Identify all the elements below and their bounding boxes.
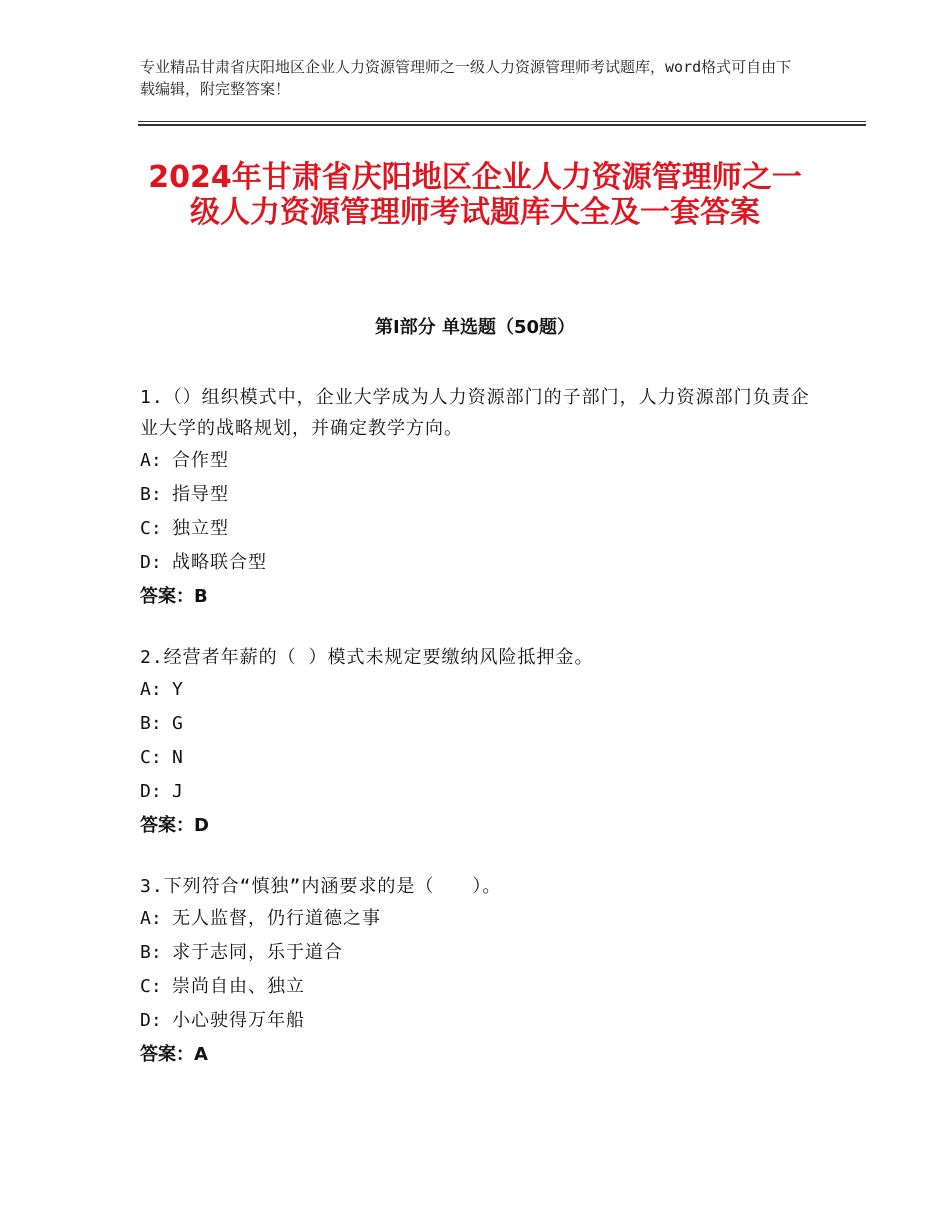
question-2 (140, 642, 810, 843)
option-d (140, 775, 810, 809)
answer-line: 答案：D (140, 815, 209, 836)
option-key: B: (140, 484, 162, 505)
option-key: A: (140, 450, 162, 471)
option-key: A: (140, 679, 162, 700)
option-a (140, 902, 810, 936)
option-b (140, 478, 810, 512)
option-text: 小心驶得万年船 (172, 1010, 305, 1031)
option-key: C: (140, 747, 162, 768)
option-b (140, 707, 810, 741)
header-divider (138, 121, 866, 126)
question-stem: 2.经营者年薪的（ ）模式未规定要缴纳风险抵押金。 (140, 647, 594, 668)
option-text: 独立型 (172, 518, 229, 539)
option-key: B: (140, 942, 162, 963)
answer-line: 答案：B (140, 586, 208, 607)
question-3 (140, 871, 810, 1072)
option-d (140, 546, 810, 580)
section-title: 第Ⅰ部分 单选题（50题） (374, 317, 575, 338)
option-key: C: (140, 976, 162, 997)
option-text: 无人监督，仍行道德之事 (172, 908, 381, 929)
option-d (140, 1004, 810, 1038)
option-c (140, 970, 810, 1004)
option-b (140, 936, 810, 970)
question-1 (140, 382, 810, 614)
option-text: 战略联合型 (172, 552, 267, 573)
option-text: 崇尚自由、独立 (172, 976, 305, 997)
option-key: B: (140, 713, 162, 734)
question-stem: 1.（）组织模式中，企业大学成为人力资源部门的子部门，人力资源部门负责企业大学的战略规划，并确定教学方向。 (140, 387, 810, 439)
option-text: N (172, 747, 184, 768)
document-title: 2024年甘肃省庆阳地区企业人力资源管理师之一级人力资源管理师考试题库大全及一套答案 (148, 160, 802, 230)
option-key: A: (140, 908, 162, 929)
option-key: D: (140, 552, 162, 573)
option-text: G (172, 713, 184, 734)
option-key: D: (140, 1010, 162, 1031)
option-text: 指导型 (172, 484, 229, 505)
option-text: J (172, 781, 184, 802)
option-text: 合作型 (172, 450, 229, 471)
option-key: C: (140, 518, 162, 539)
option-text: 求于志同，乐于道合 (172, 942, 343, 963)
answer-line: 答案：A (140, 1044, 208, 1065)
option-c (140, 512, 810, 546)
option-text: Y (172, 679, 184, 700)
header-note: 专业精品甘肃省庆阳地区企业人力资源管理师之一级人力资源管理师考试题库，word格式可自由下载编辑，附完整答案！ (140, 58, 792, 98)
question-stem: 3.下列符合“慎独”内涵要求的是（ ）。 (140, 876, 502, 897)
option-a (140, 673, 810, 707)
option-c (140, 741, 810, 775)
question-list (140, 382, 810, 1100)
option-a (140, 444, 810, 478)
option-key: D: (140, 781, 162, 802)
